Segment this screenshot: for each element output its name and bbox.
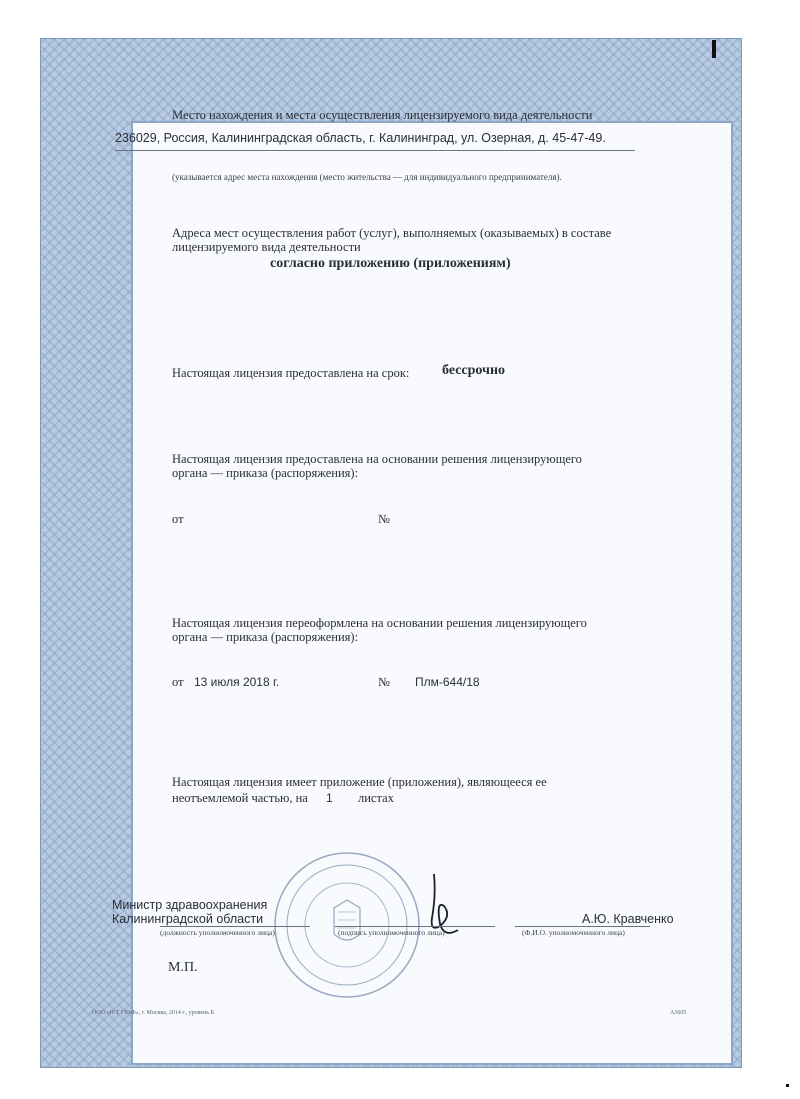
address-underline bbox=[115, 150, 635, 151]
signatory-position-1: Министр здравоохранения bbox=[112, 898, 268, 912]
printer-imprint: ООО «Н-Т ГРАФ», г. Москва, 2014 г., уровень Б bbox=[92, 1010, 214, 1016]
grant-number-label: № bbox=[378, 512, 390, 526]
scan-artifact bbox=[786, 1084, 789, 1087]
caption-name: (Ф.И.О. уполномоченного лица) bbox=[522, 928, 625, 937]
appendix-line-1: Настоящая лицензия имеет приложение (приложения), являющееся ее bbox=[172, 775, 547, 789]
caption-position: (должность уполномоченного лица) bbox=[160, 928, 275, 937]
appendix-sheet-count: 1 bbox=[326, 791, 333, 805]
reissue-basis-line-1: Настоящая лицензия переоформлена на основании решения лицензирующего bbox=[172, 616, 587, 630]
seal-place: М.П. bbox=[168, 960, 198, 975]
location-label: Место нахождения и места осуществления лицензируемого вида деятельности bbox=[172, 108, 593, 122]
reissue-number-label: № bbox=[378, 675, 390, 689]
grant-basis-line-1: Настоящая лицензия предоставлена на основании решения лицензирующего bbox=[172, 452, 582, 466]
signatory-name: А.Ю. Кравченко bbox=[582, 912, 674, 926]
reissue-date: 13 июля 2018 г. bbox=[194, 675, 280, 689]
official-seal-icon bbox=[272, 850, 422, 1000]
name-line bbox=[515, 926, 650, 927]
reissue-basis-line-2: органа — приказа (распоряжения): bbox=[172, 630, 359, 644]
work-addresses-label-2: лицензируемого вида деятельности bbox=[172, 240, 361, 254]
location-note: (указывается адрес места нахождения (место жительства — для индивидуального предпринимателя). bbox=[172, 172, 562, 182]
work-addresses-value: согласно приложению (приложениям) bbox=[270, 256, 511, 271]
form-code: А3605 bbox=[670, 1010, 687, 1016]
work-addresses-label-1: Адреса мест осуществления работ (услуг), выполняемых (оказываемых) в составе bbox=[172, 226, 612, 240]
term-label: Настоящая лицензия предоставлена на срок: bbox=[172, 366, 410, 380]
position-line bbox=[160, 926, 310, 927]
appendix-line-2-prefix: неотъемлемой частью, на bbox=[172, 791, 308, 805]
appendix-line-2-suffix: листах bbox=[358, 791, 394, 805]
reissue-number: Плм-644/18 bbox=[415, 675, 480, 689]
grant-basis-line-2: органа — приказа (распоряжения): bbox=[172, 466, 359, 480]
caption-signature: (подпись уполномоченного лица) bbox=[338, 928, 445, 937]
scan-artifact bbox=[712, 40, 716, 58]
term-value: бессрочно bbox=[442, 363, 506, 378]
reissue-from-label: от bbox=[172, 675, 184, 689]
signature-line bbox=[335, 926, 495, 927]
grant-from-label: от bbox=[172, 512, 184, 526]
location-address: 236029, Россия, Калининградская область, г. Калининград, ул. Озерная, д. 45-47-49. bbox=[115, 131, 606, 145]
signatory-position-2: Калининградской области bbox=[112, 912, 264, 926]
